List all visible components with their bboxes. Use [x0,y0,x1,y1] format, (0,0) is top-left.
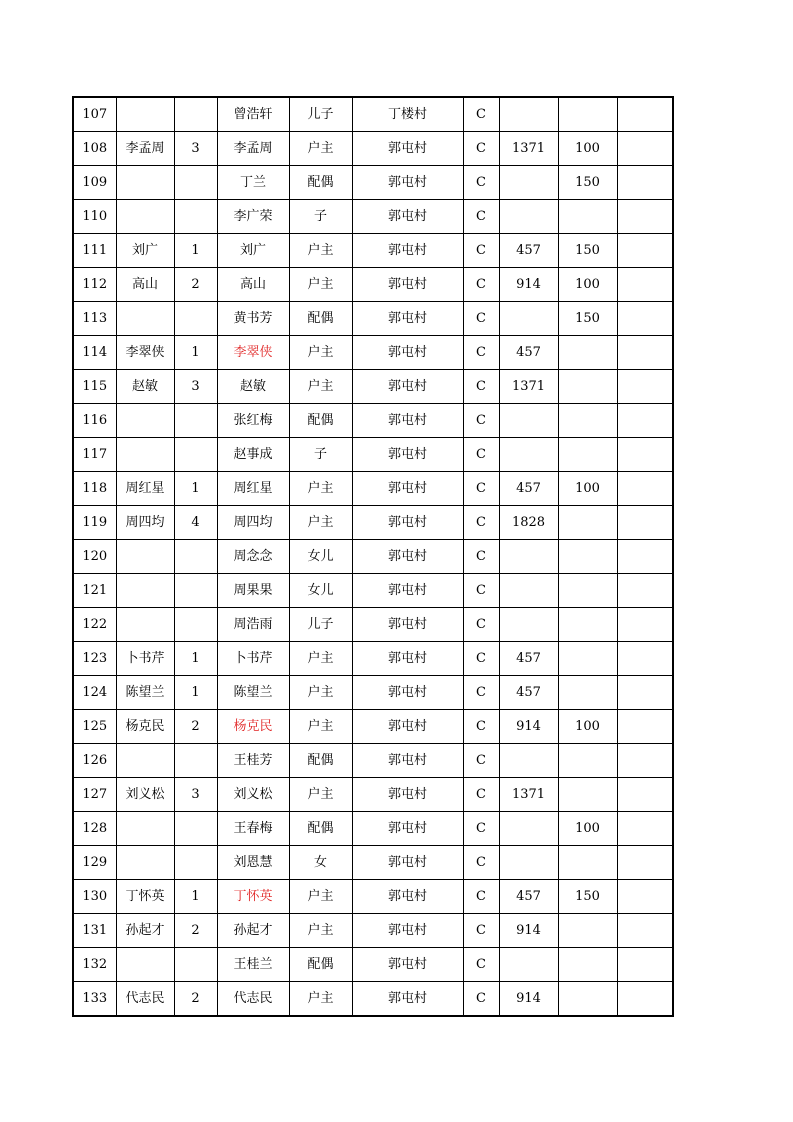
cell-person-name: 刘恩慧 [217,846,289,880]
cell-household-head: 周红星 [116,472,174,506]
cell-amount-2 [558,506,617,540]
cell-amount-1 [499,166,558,200]
cell-grade: C [463,540,499,574]
cell-extra [617,710,673,744]
table-row [73,540,673,574]
cell-member-count [174,438,217,472]
cell-person-name: 孙起才 [217,914,289,948]
cell-relation: 女儿 [289,574,352,608]
cell-member-count [174,166,217,200]
cell-amount-1 [499,404,558,438]
cell-member-count [174,540,217,574]
cell-member-count: 2 [174,710,217,744]
cell-amount-2 [558,608,617,642]
cell-serial-no: 110 [73,200,116,234]
table-row [73,200,673,234]
cell-member-count: 1 [174,336,217,370]
cell-amount-2 [558,676,617,710]
cell-person-name: 刘义松 [217,778,289,812]
cell-relation: 户主 [289,268,352,302]
cell-member-count: 3 [174,370,217,404]
cell-serial-no: 129 [73,846,116,880]
cell-serial-no: 117 [73,438,116,472]
cell-amount-2 [558,370,617,404]
cell-serial-no: 130 [73,880,116,914]
cell-extra [617,914,673,948]
cell-member-count: 1 [174,642,217,676]
table-row [73,472,673,506]
cell-serial-no: 122 [73,608,116,642]
cell-amount-2: 100 [558,268,617,302]
cell-person-name: 赵敏 [217,370,289,404]
cell-serial-no: 132 [73,948,116,982]
cell-amount-1: 1371 [499,778,558,812]
cell-serial-no: 108 [73,132,116,166]
cell-amount-2: 150 [558,166,617,200]
cell-serial-no: 115 [73,370,116,404]
cell-grade: C [463,97,499,132]
cell-serial-no: 119 [73,506,116,540]
cell-grade: C [463,336,499,370]
table-row [73,744,673,778]
cell-person-name: 刘广 [217,234,289,268]
cell-amount-1: 457 [499,880,558,914]
cell-grade: C [463,200,499,234]
cell-person-name: 黄书芳 [217,302,289,336]
cell-member-count: 2 [174,268,217,302]
cell-amount-1: 457 [499,234,558,268]
cell-member-count [174,846,217,880]
cell-relation: 户主 [289,710,352,744]
cell-extra [617,132,673,166]
cell-extra [617,608,673,642]
cell-village: 郭屯村 [352,200,463,234]
cell-member-count: 4 [174,506,217,540]
cell-person-name: 周果果 [217,574,289,608]
cell-serial-no: 112 [73,268,116,302]
cell-grade: C [463,404,499,438]
table-row [73,370,673,404]
cell-amount-1 [499,97,558,132]
cell-member-count: 2 [174,914,217,948]
cell-grade: C [463,948,499,982]
table-row [73,234,673,268]
cell-extra [617,404,673,438]
cell-member-count [174,744,217,778]
cell-village: 郭屯村 [352,676,463,710]
cell-amount-1 [499,438,558,472]
cell-relation: 儿子 [289,608,352,642]
cell-village: 郭屯村 [352,404,463,438]
cell-amount-1: 914 [499,268,558,302]
table-row [73,778,673,812]
cell-relation: 女 [289,846,352,880]
cell-serial-no: 125 [73,710,116,744]
table-row [73,166,673,200]
table-body [73,97,673,1016]
cell-serial-no: 128 [73,812,116,846]
cell-extra [617,370,673,404]
cell-relation: 户主 [289,132,352,166]
cell-relation: 户主 [289,778,352,812]
cell-member-count [174,948,217,982]
cell-household-head: 赵敏 [116,370,174,404]
cell-extra [617,574,673,608]
cell-amount-2: 100 [558,710,617,744]
cell-extra [617,506,673,540]
cell-household-head: 孙起才 [116,914,174,948]
cell-grade: C [463,574,499,608]
cell-relation: 配偶 [289,744,352,778]
cell-amount-1: 1371 [499,370,558,404]
cell-household-head [116,574,174,608]
cell-amount-2 [558,404,617,438]
cell-amount-2 [558,642,617,676]
cell-amount-1 [499,948,558,982]
cell-household-head: 代志民 [116,982,174,1017]
cell-extra [617,268,673,302]
cell-grade: C [463,506,499,540]
cell-member-count [174,302,217,336]
cell-relation: 配偶 [289,948,352,982]
cell-amount-1 [499,608,558,642]
table-row [73,302,673,336]
cell-extra [617,97,673,132]
cell-village: 郭屯村 [352,744,463,778]
cell-person-name: 李孟周 [217,132,289,166]
cell-village: 郭屯村 [352,268,463,302]
cell-household-head: 李孟周 [116,132,174,166]
cell-village: 郭屯村 [352,472,463,506]
cell-relation: 户主 [289,506,352,540]
cell-person-name: 王春梅 [217,812,289,846]
cell-extra [617,200,673,234]
cell-person-name: 赵事成 [217,438,289,472]
cell-household-head [116,200,174,234]
table-row [73,676,673,710]
cell-household-head: 李翠侠 [116,336,174,370]
table-row [73,97,673,132]
cell-household-head: 杨克民 [116,710,174,744]
cell-serial-no: 120 [73,540,116,574]
cell-amount-1: 1371 [499,132,558,166]
cell-amount-1: 457 [499,472,558,506]
cell-village: 郭屯村 [352,234,463,268]
cell-member-count: 3 [174,778,217,812]
cell-extra [617,846,673,880]
cell-relation: 子 [289,438,352,472]
cell-amount-2 [558,574,617,608]
cell-grade: C [463,234,499,268]
cell-amount-1 [499,200,558,234]
cell-household-head [116,404,174,438]
cell-household-head: 卜书芹 [116,642,174,676]
cell-serial-no: 113 [73,302,116,336]
table-row [73,880,673,914]
cell-amount-2: 100 [558,812,617,846]
cell-amount-1: 1828 [499,506,558,540]
cell-relation: 户主 [289,472,352,506]
cell-village: 丁楼村 [352,97,463,132]
cell-person-name: 周四均 [217,506,289,540]
cell-village: 郭屯村 [352,336,463,370]
cell-household-head [116,948,174,982]
cell-amount-2 [558,778,617,812]
cell-person-name: 周念念 [217,540,289,574]
cell-extra [617,234,673,268]
cell-serial-no: 127 [73,778,116,812]
cell-village: 郭屯村 [352,778,463,812]
cell-household-head: 高山 [116,268,174,302]
cell-grade: C [463,132,499,166]
cell-amount-1 [499,744,558,778]
cell-household-head: 刘广 [116,234,174,268]
table-row [73,948,673,982]
cell-extra [617,302,673,336]
cell-amount-1 [499,302,558,336]
cell-extra [617,778,673,812]
cell-member-count [174,812,217,846]
cell-grade: C [463,166,499,200]
cell-serial-no: 124 [73,676,116,710]
cell-person-name: 卜书芹 [217,642,289,676]
cell-person-name: 丁怀英 [217,880,289,914]
cell-relation: 户主 [289,642,352,676]
cell-serial-no: 109 [73,166,116,200]
cell-village: 郭屯村 [352,914,463,948]
cell-person-name: 陈望兰 [217,676,289,710]
table-row [73,438,673,472]
cell-village: 郭屯村 [352,812,463,846]
cell-relation: 配偶 [289,302,352,336]
cell-village: 郭屯村 [352,438,463,472]
cell-serial-no: 114 [73,336,116,370]
cell-relation: 户主 [289,880,352,914]
cell-household-head [116,608,174,642]
cell-grade: C [463,472,499,506]
cell-amount-2: 100 [558,472,617,506]
cell-extra [617,812,673,846]
cell-grade: C [463,846,499,880]
cell-extra [617,880,673,914]
cell-household-head: 陈望兰 [116,676,174,710]
table-row [73,608,673,642]
cell-household-head [116,846,174,880]
cell-person-name: 李翠侠 [217,336,289,370]
cell-relation: 户主 [289,370,352,404]
cell-amount-1: 914 [499,710,558,744]
cell-relation: 子 [289,200,352,234]
cell-person-name: 王桂芳 [217,744,289,778]
cell-relation: 户主 [289,336,352,370]
cell-amount-2: 150 [558,880,617,914]
cell-amount-2 [558,744,617,778]
cell-relation: 女儿 [289,540,352,574]
cell-grade: C [463,370,499,404]
cell-relation: 配偶 [289,404,352,438]
cell-grade: C [463,642,499,676]
cell-member-count: 3 [174,132,217,166]
cell-extra [617,472,673,506]
cell-serial-no: 133 [73,982,116,1017]
cell-village: 郭屯村 [352,166,463,200]
cell-extra [617,948,673,982]
cell-extra [617,744,673,778]
table-row [73,506,673,540]
table-row [73,336,673,370]
cell-person-name: 周浩雨 [217,608,289,642]
cell-household-head [116,166,174,200]
cell-person-name: 曾浩轩 [217,97,289,132]
cell-member-count: 1 [174,880,217,914]
cell-serial-no: 111 [73,234,116,268]
cell-amount-1: 457 [499,336,558,370]
table-row [73,404,673,438]
cell-household-head [116,812,174,846]
cell-person-name: 张红梅 [217,404,289,438]
cell-amount-2 [558,914,617,948]
cell-relation: 儿子 [289,97,352,132]
cell-member-count [174,97,217,132]
cell-person-name: 杨克民 [217,710,289,744]
cell-amount-2 [558,982,617,1017]
cell-household-head [116,540,174,574]
roster-table [72,96,674,1017]
cell-extra [617,982,673,1017]
cell-grade: C [463,710,499,744]
cell-amount-2 [558,97,617,132]
cell-amount-1: 457 [499,676,558,710]
cell-amount-2 [558,200,617,234]
cell-household-head [116,438,174,472]
cell-person-name: 代志民 [217,982,289,1017]
cell-village: 郭屯村 [352,982,463,1017]
cell-amount-1 [499,812,558,846]
cell-relation: 配偶 [289,812,352,846]
cell-member-count: 1 [174,234,217,268]
cell-village: 郭屯村 [352,574,463,608]
cell-village: 郭屯村 [352,302,463,336]
cell-household-head: 周四均 [116,506,174,540]
cell-village: 郭屯村 [352,608,463,642]
cell-amount-1 [499,574,558,608]
cell-member-count [174,404,217,438]
table-row [73,642,673,676]
cell-extra [617,676,673,710]
cell-serial-no: 116 [73,404,116,438]
cell-member-count: 1 [174,676,217,710]
cell-extra [617,642,673,676]
table-row [73,812,673,846]
cell-relation: 户主 [289,676,352,710]
cell-grade: C [463,302,499,336]
cell-household-head [116,744,174,778]
cell-village: 郭屯村 [352,948,463,982]
cell-person-name: 丁兰 [217,166,289,200]
cell-grade: C [463,982,499,1017]
cell-relation: 户主 [289,234,352,268]
table-row [73,846,673,880]
cell-grade: C [463,812,499,846]
cell-amount-2 [558,846,617,880]
cell-extra [617,336,673,370]
cell-member-count [174,200,217,234]
table-row [73,268,673,302]
cell-grade: C [463,880,499,914]
cell-village: 郭屯村 [352,370,463,404]
cell-amount-2 [558,948,617,982]
cell-grade: C [463,778,499,812]
cell-serial-no: 126 [73,744,116,778]
cell-village: 郭屯村 [352,880,463,914]
cell-serial-no: 123 [73,642,116,676]
cell-household-head [116,302,174,336]
cell-amount-1 [499,846,558,880]
cell-member-count: 1 [174,472,217,506]
cell-grade: C [463,676,499,710]
cell-household-head: 丁怀英 [116,880,174,914]
cell-amount-2: 100 [558,132,617,166]
cell-amount-2 [558,438,617,472]
cell-member-count [174,574,217,608]
table-row [73,574,673,608]
table-row [73,914,673,948]
cell-grade: C [463,608,499,642]
cell-grade: C [463,744,499,778]
cell-amount-2: 150 [558,302,617,336]
cell-household-head: 刘义松 [116,778,174,812]
cell-extra [617,438,673,472]
cell-person-name: 王桂兰 [217,948,289,982]
cell-village: 郭屯村 [352,132,463,166]
cell-serial-no: 131 [73,914,116,948]
cell-member-count [174,608,217,642]
cell-amount-1: 914 [499,982,558,1017]
cell-serial-no: 107 [73,97,116,132]
cell-grade: C [463,914,499,948]
cell-amount-1: 457 [499,642,558,676]
table-row [73,132,673,166]
cell-person-name: 周红星 [217,472,289,506]
cell-amount-2 [558,336,617,370]
cell-relation: 配偶 [289,166,352,200]
cell-amount-2: 150 [558,234,617,268]
cell-amount-1 [499,540,558,574]
cell-grade: C [463,268,499,302]
cell-relation: 户主 [289,982,352,1017]
cell-grade: C [463,438,499,472]
cell-serial-no: 118 [73,472,116,506]
cell-village: 郭屯村 [352,506,463,540]
cell-person-name: 李广荣 [217,200,289,234]
cell-extra [617,166,673,200]
cell-serial-no: 121 [73,574,116,608]
cell-village: 郭屯村 [352,642,463,676]
cell-household-head [116,97,174,132]
cell-amount-1: 914 [499,914,558,948]
cell-amount-2 [558,540,617,574]
cell-member-count: 2 [174,982,217,1017]
table-row [73,710,673,744]
cell-village: 郭屯村 [352,710,463,744]
cell-relation: 户主 [289,914,352,948]
cell-village: 郭屯村 [352,540,463,574]
cell-village: 郭屯村 [352,846,463,880]
cell-extra [617,540,673,574]
cell-person-name: 高山 [217,268,289,302]
table-row [73,982,673,1017]
